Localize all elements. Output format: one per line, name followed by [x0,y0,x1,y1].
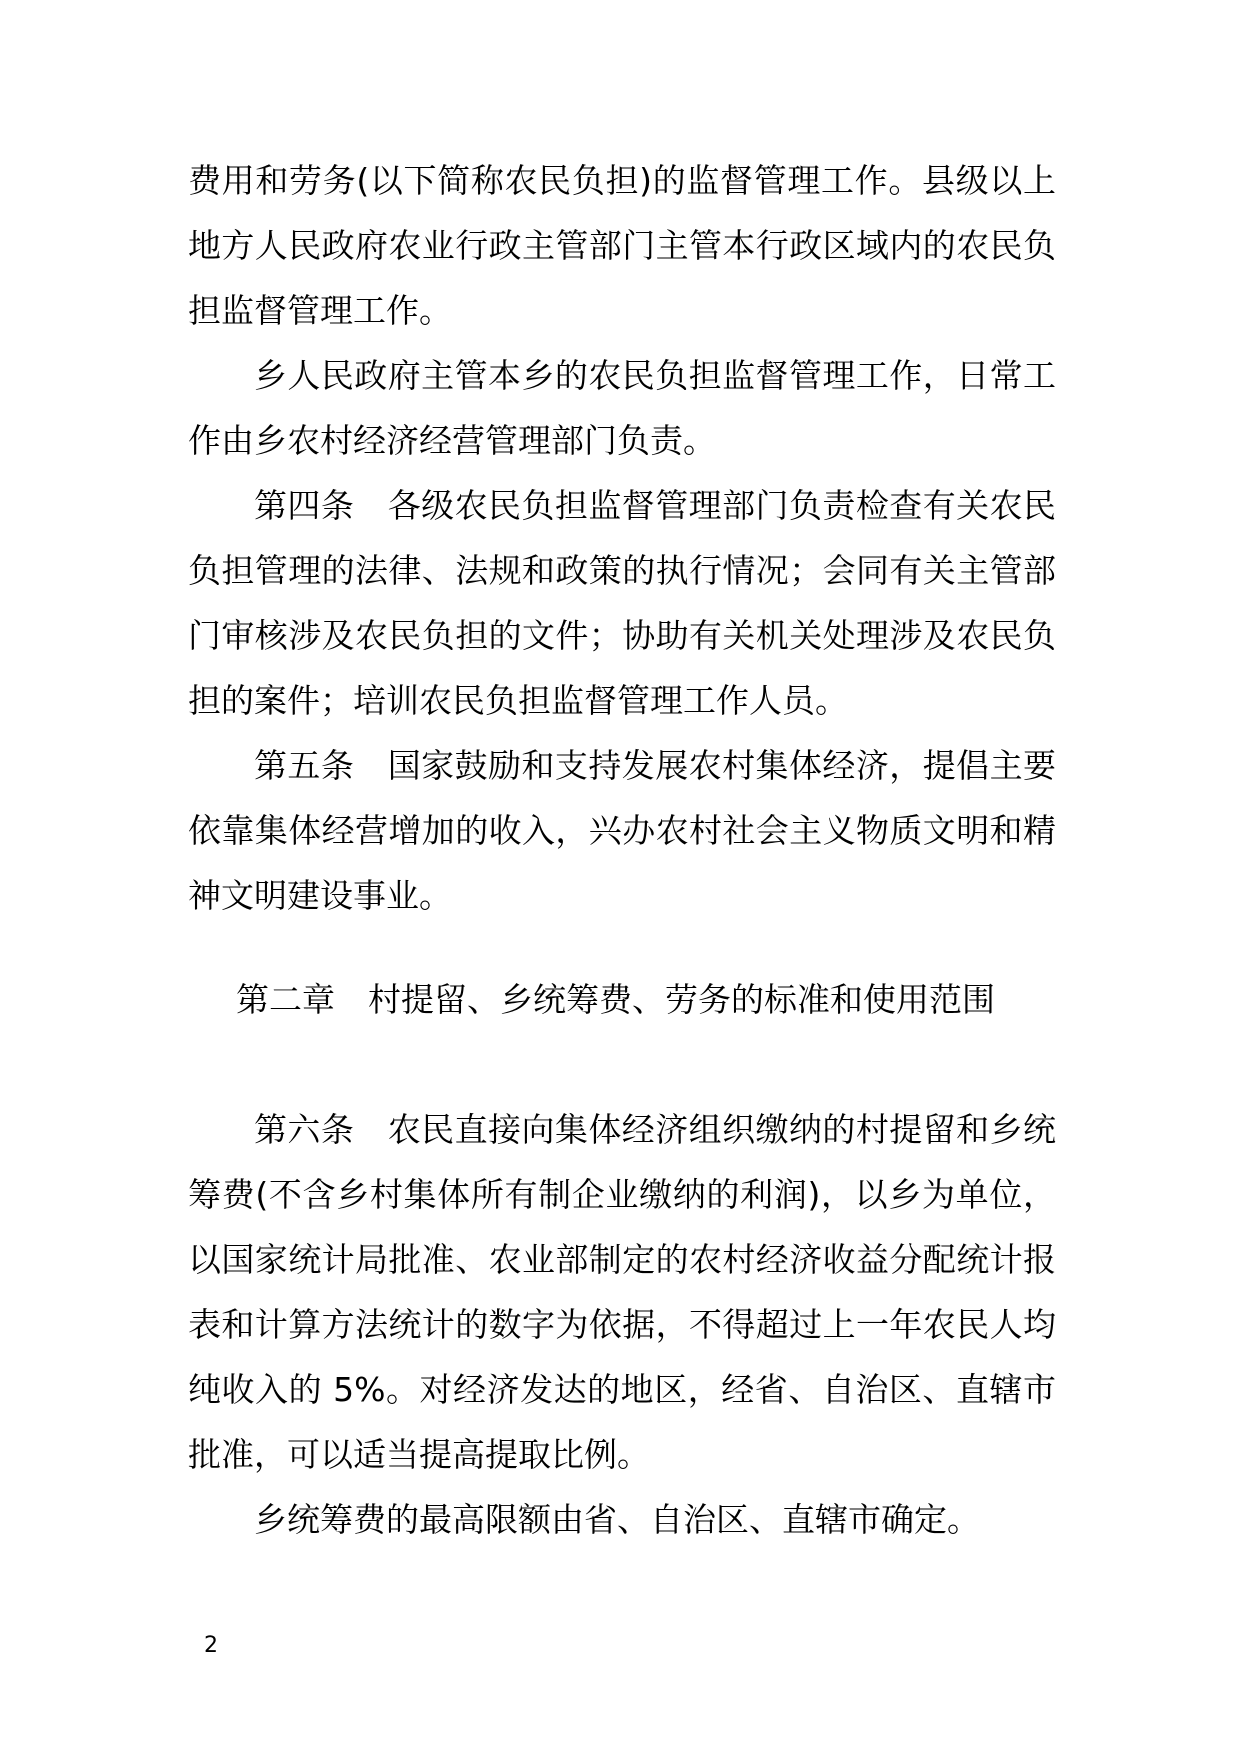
paragraph-article-5: 第五条 国家鼓励和支持发展农村集体经济，提倡主要依靠集体经营增加的收入，兴办农村社会主义物质文明和精神文明建设事业。 [188,746,1056,915]
chapter-heading: 第二章 村提留、乡统筹费、劳务的标准和使用范围 [236,980,995,1019]
page-number: 2 [204,1633,218,1658]
paragraph-article-4: 第四条 各级农民负担监督管理部门负责检查有关农民负担管理的法律、法规和政策的执行情况；会同有关主管部门审核涉及农民负担的文件；协助有关机关处理涉及农民负担的案件；培训农民负担监督管理工作人员。 [188,486,1056,720]
paragraph-township-fee-limit: 乡统筹费的最高限额由省、自治区、直辖市确定。 [254,1500,980,1539]
paragraph-continuation: 费用和劳务(以下简称农民负担)的监督管理工作。县级以上地方人民政府农业行政主管部门主管本行政区域内的农民负担监督管理工作。 [188,161,1056,330]
paragraph-township-government: 乡人民政府主管本乡的农民负担监督管理工作，日常工作由乡农村经济经营管理部门负责。 [188,356,1056,460]
paragraph-article-6: 第六条 农民直接向集体经济组织缴纳的村提留和乡统筹费(不含乡村集体所有制企业缴纳的利润)，以乡为单位，以国家统计局批准、农业部制定的农村经济收益分配统计报表和计算方法统计的数字为依据，不得超过上一年农民人均纯收入的 5%。对经济发达的地区，经省、自治区、直辖市批准，可以适当提高提取比例。 [188,1110,1056,1474]
